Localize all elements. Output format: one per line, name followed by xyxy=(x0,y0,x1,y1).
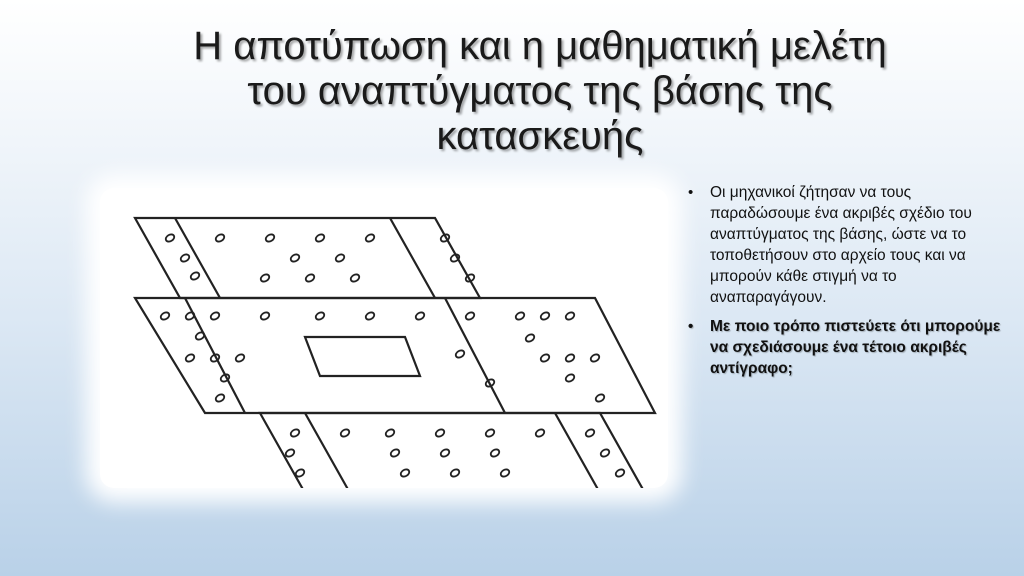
bolt-hole xyxy=(260,311,271,321)
title-line-1: Η αποτύπωση και η μαθηματική μελέτη xyxy=(193,24,887,68)
bolt-hole xyxy=(190,271,201,281)
bolt-hole xyxy=(350,273,361,283)
bolt-hole xyxy=(285,448,296,458)
bolt-hole xyxy=(385,428,396,438)
bolt-hole xyxy=(340,428,351,438)
bolt-hole xyxy=(595,393,606,403)
bolt-hole xyxy=(565,311,576,321)
bolt-hole xyxy=(400,468,411,478)
base-net-drawing xyxy=(100,188,668,488)
bolt-hole xyxy=(165,233,176,243)
bullet-dot-icon: • xyxy=(688,318,694,335)
bolt-hole xyxy=(185,311,196,321)
fold-line xyxy=(390,218,435,298)
base-net-figure xyxy=(100,188,668,488)
bolt-hole xyxy=(515,311,526,321)
bolt-hole xyxy=(235,353,246,363)
bolt-hole xyxy=(500,468,511,478)
bolt-hole xyxy=(450,468,461,478)
bolt-hole xyxy=(490,448,501,458)
bolt-hole xyxy=(440,448,451,458)
bolt-hole xyxy=(415,311,426,321)
bullet-item-2 xyxy=(688,316,1004,379)
bolt-hole xyxy=(295,468,306,478)
bolt-hole xyxy=(535,428,546,438)
bullet-text-1: Οι μηχανικοί ζήτησαν να τους παραδώσουμε ένα ακριβές σχέδιο του αναπτύγματος της βάσης, ώστε να το τοποθετήσουν στο αρχείο τους και να μπορούν κάθε στιγμή να το αναπαραγάγουν. xyxy=(710,184,972,306)
net-outline xyxy=(135,218,655,488)
bolt-hole xyxy=(565,373,576,383)
bolt-hole xyxy=(600,448,611,458)
bolt-hole xyxy=(335,253,346,263)
bolt-hole xyxy=(585,428,596,438)
bolt-hole xyxy=(215,393,226,403)
bolt-hole xyxy=(260,273,271,283)
bolt-hole xyxy=(305,273,316,283)
bolt-hole xyxy=(565,353,576,363)
fold-line xyxy=(305,413,350,488)
bolt-hole xyxy=(465,311,476,321)
bolt-hole xyxy=(615,468,626,478)
fold-line xyxy=(555,413,600,488)
center-opening xyxy=(305,337,420,376)
bolt-hole xyxy=(525,333,536,343)
bullet-list xyxy=(688,182,1004,387)
bolt-hole xyxy=(455,349,466,359)
bullet-text-2: Με ποιο τρόπο πιστεύετε ότι μπορούμε να σχεδιάσουμε ένα τέτοιο ακριβές αντίγραφο; xyxy=(710,318,1001,377)
bullet-item-1 xyxy=(688,182,1004,308)
bullet-dot-icon: • xyxy=(688,184,694,201)
bolt-hole xyxy=(265,233,276,243)
bolt-hole xyxy=(540,353,551,363)
title-line-3: κατασκευής xyxy=(436,114,644,158)
bolt-hole xyxy=(315,311,326,321)
bolt-hole xyxy=(435,428,446,438)
bolt-hole xyxy=(315,233,326,243)
bolt-hole xyxy=(390,448,401,458)
bolt-hole xyxy=(185,353,196,363)
bolt-hole xyxy=(365,233,376,243)
bolt-hole xyxy=(290,428,301,438)
bolt-hole xyxy=(210,311,221,321)
bolt-hole xyxy=(590,353,601,363)
bolt-hole xyxy=(290,253,301,263)
bolt-hole xyxy=(365,311,376,321)
fold-line xyxy=(175,218,220,298)
bolt-hole xyxy=(540,311,551,321)
bolt-hole xyxy=(485,428,496,438)
slide-title xyxy=(170,24,910,159)
bolt-holes xyxy=(160,233,626,478)
bolt-hole xyxy=(195,331,206,341)
bolt-hole xyxy=(215,233,226,243)
title-line-2: του αναπτύγματος της βάσης της xyxy=(247,69,833,113)
bolt-hole xyxy=(180,253,191,263)
bolt-hole xyxy=(160,311,171,321)
